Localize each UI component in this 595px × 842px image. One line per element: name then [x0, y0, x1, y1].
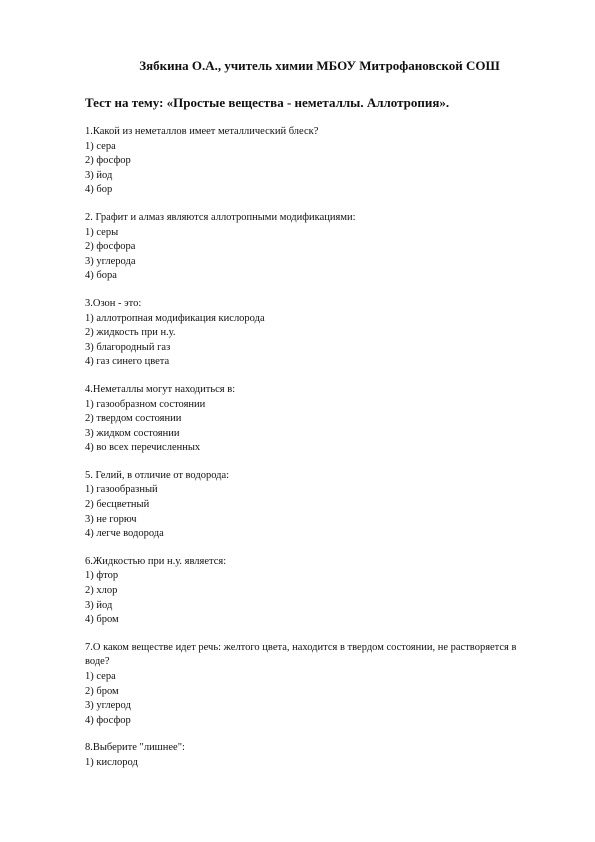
question-1: [85, 125, 525, 198]
author-line: Зябкина О.А., учитель химии МБОУ Митрофановской СОШ: [139, 58, 500, 73]
answer-option: 1) газообразный: [85, 484, 158, 496]
answer-option: 2) фосфор: [85, 155, 131, 167]
answer-option: 2) бесцветный: [85, 499, 150, 511]
answer-option: 4) легче водорода: [85, 528, 164, 540]
question-2: [85, 211, 525, 284]
question-4: [85, 383, 525, 456]
answer-option: 1) серы: [85, 226, 119, 238]
question-6: [85, 555, 525, 628]
question-text: 6.Жидкостью при н.у. является:: [85, 555, 227, 567]
answer-option: 3) углерод: [85, 700, 131, 712]
question-text: 1.Какой из неметаллов имеет металлический блеск?: [85, 126, 319, 137]
answer-option: 1) аллотропная модификация кислорода: [85, 312, 265, 324]
answer-option: 4) бор: [85, 184, 113, 196]
answer-option: 3) йод: [85, 599, 113, 611]
question-5: [85, 469, 525, 542]
answer-option: 1) сера: [85, 671, 116, 682]
answer-option: 2) бром: [85, 685, 119, 697]
answer-option: 2) фосфора: [85, 241, 136, 253]
question-3: [85, 297, 525, 370]
question-text: 4.Неметаллы могут находиться в:: [85, 383, 236, 395]
answer-option: 4) бора: [85, 270, 117, 282]
answer-option: 3) жидком состоянии: [85, 427, 180, 439]
question-8: [85, 741, 525, 770]
answer-option: 2) жидкость при н.у.: [85, 327, 176, 339]
answer-option: 1) фтор: [85, 570, 119, 582]
question-text: 8.Выберите "лишнее":: [85, 742, 185, 754]
question-text: 7.О каком веществе идет речь: желтого цвета, находится в твердом состоянии, не растворяется в воде?: [85, 641, 517, 668]
question-text: 2. Графит и алмаз являются аллотропными модификациями:: [85, 211, 356, 223]
answer-option: 4) газ синего цвета: [85, 356, 170, 368]
answer-option: 3) углерода: [85, 255, 136, 267]
answer-option: 2) хлор: [85, 585, 118, 597]
answer-option: 1) кислород: [85, 756, 138, 768]
answer-option: 2) твердом состоянии: [85, 413, 182, 425]
questions-list: [85, 125, 525, 784]
test-title: Тест на тему: «Простые вещества - неметаллы. Аллотропия».: [85, 95, 450, 110]
question-7: [85, 641, 525, 729]
answer-option: 4) во всех перечисленных: [85, 442, 201, 454]
question-text: 3.Озон - это:: [85, 297, 142, 309]
answer-option: 1) газообразном состоянии: [85, 398, 206, 410]
answer-option: 3) не горюч: [85, 513, 137, 525]
answer-option: 3) благородный газ: [85, 341, 171, 353]
answer-option: 1) сера: [85, 140, 116, 152]
answer-option: 4) бром: [85, 614, 119, 626]
question-text: 5. Гелий, в отличие от водорода:: [85, 469, 230, 481]
answer-option: 3) йод: [85, 169, 113, 181]
answer-option: 4) фосфор: [85, 714, 131, 726]
